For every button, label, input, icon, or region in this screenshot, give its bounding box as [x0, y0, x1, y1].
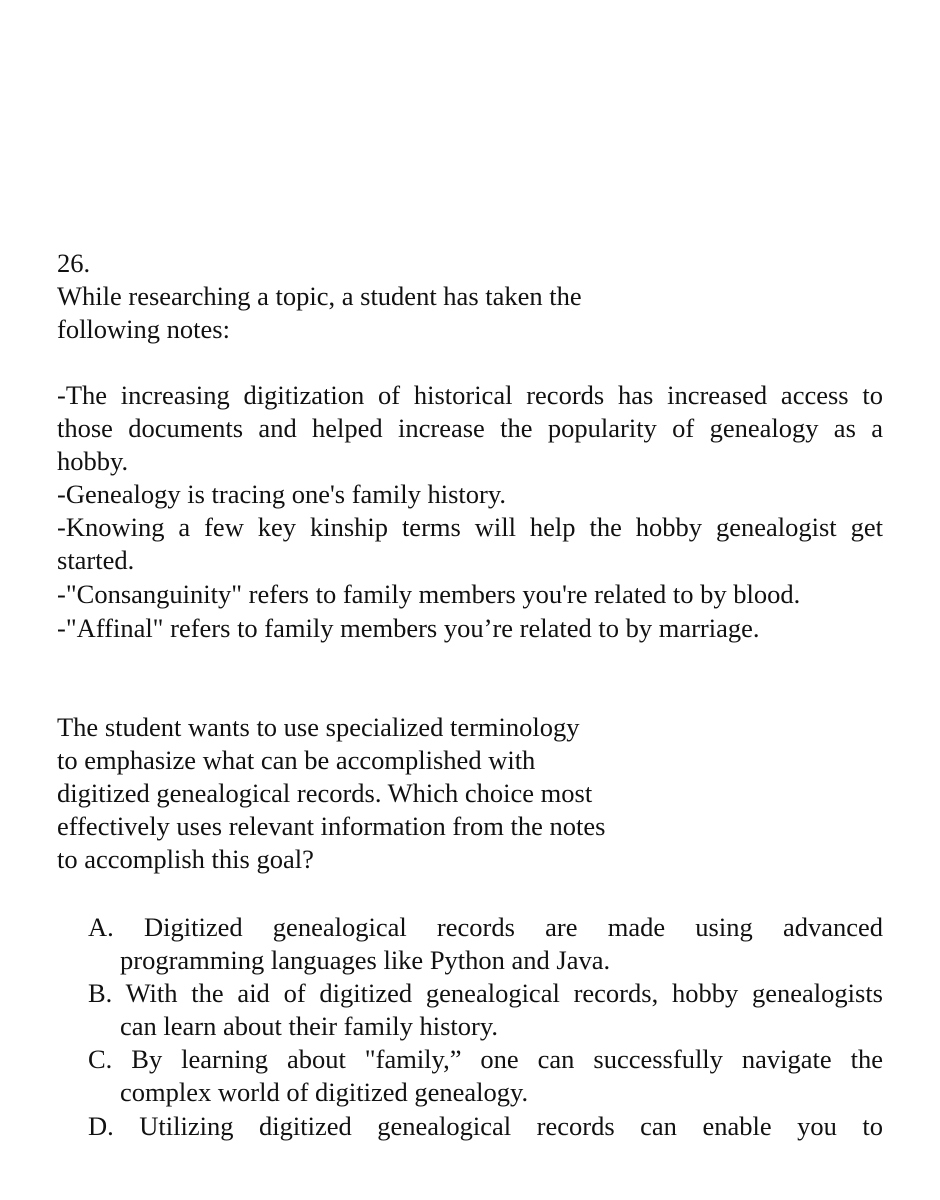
choice-a[interactable]: A. Digitized genealogical records are made using advanced [88, 912, 883, 942]
intro-line: While researching a topic, a student has taken the [57, 281, 582, 311]
question-number: 26. [57, 248, 91, 278]
prompt-line: effectively uses relevant information from the notes [57, 811, 606, 841]
choice-a-cont[interactable]: programming languages like Python and Java. [120, 945, 611, 975]
choice-b[interactable]: B. With the aid of digitized genealogical records, hobby genealogists [88, 978, 883, 1008]
note-line: -Knowing a few key kinship terms will help the hobby genealogist get [57, 512, 883, 542]
choice-c-cont[interactable]: complex world of digitized genealogy. [120, 1077, 529, 1107]
choice-b-cont[interactable]: can learn about their family history. [120, 1011, 498, 1041]
note-line: -Genealogy is tracing one's family history. [57, 479, 507, 509]
prompt-line: to emphasize what can be accomplished with [57, 745, 536, 775]
note-line: -"Affinal" refers to family members you’re related to by marriage. [57, 613, 760, 643]
note-line: started. [57, 545, 135, 575]
choice-d[interactable]: D. Utilizing digitized genealogical records can enable you to [88, 1111, 883, 1141]
prompt-line: digitized genealogical records. Which choice most [57, 778, 593, 808]
note-line: those documents and helped increase the popularity of genealogy as a [57, 413, 883, 443]
note-line: -"Consanguinity" refers to family members you're related to by blood. [57, 579, 801, 609]
intro-line: following notes: [57, 314, 230, 344]
prompt-line: The student wants to use specialized terminology [57, 712, 580, 742]
choice-c[interactable]: C. By learning about "family,” one can successfully navigate the [88, 1044, 883, 1074]
prompt-line: to accomplish this goal? [57, 844, 314, 874]
note-line: -The increasing digitization of historical records has increased access to [57, 380, 883, 410]
note-line: hobby. [57, 446, 129, 476]
